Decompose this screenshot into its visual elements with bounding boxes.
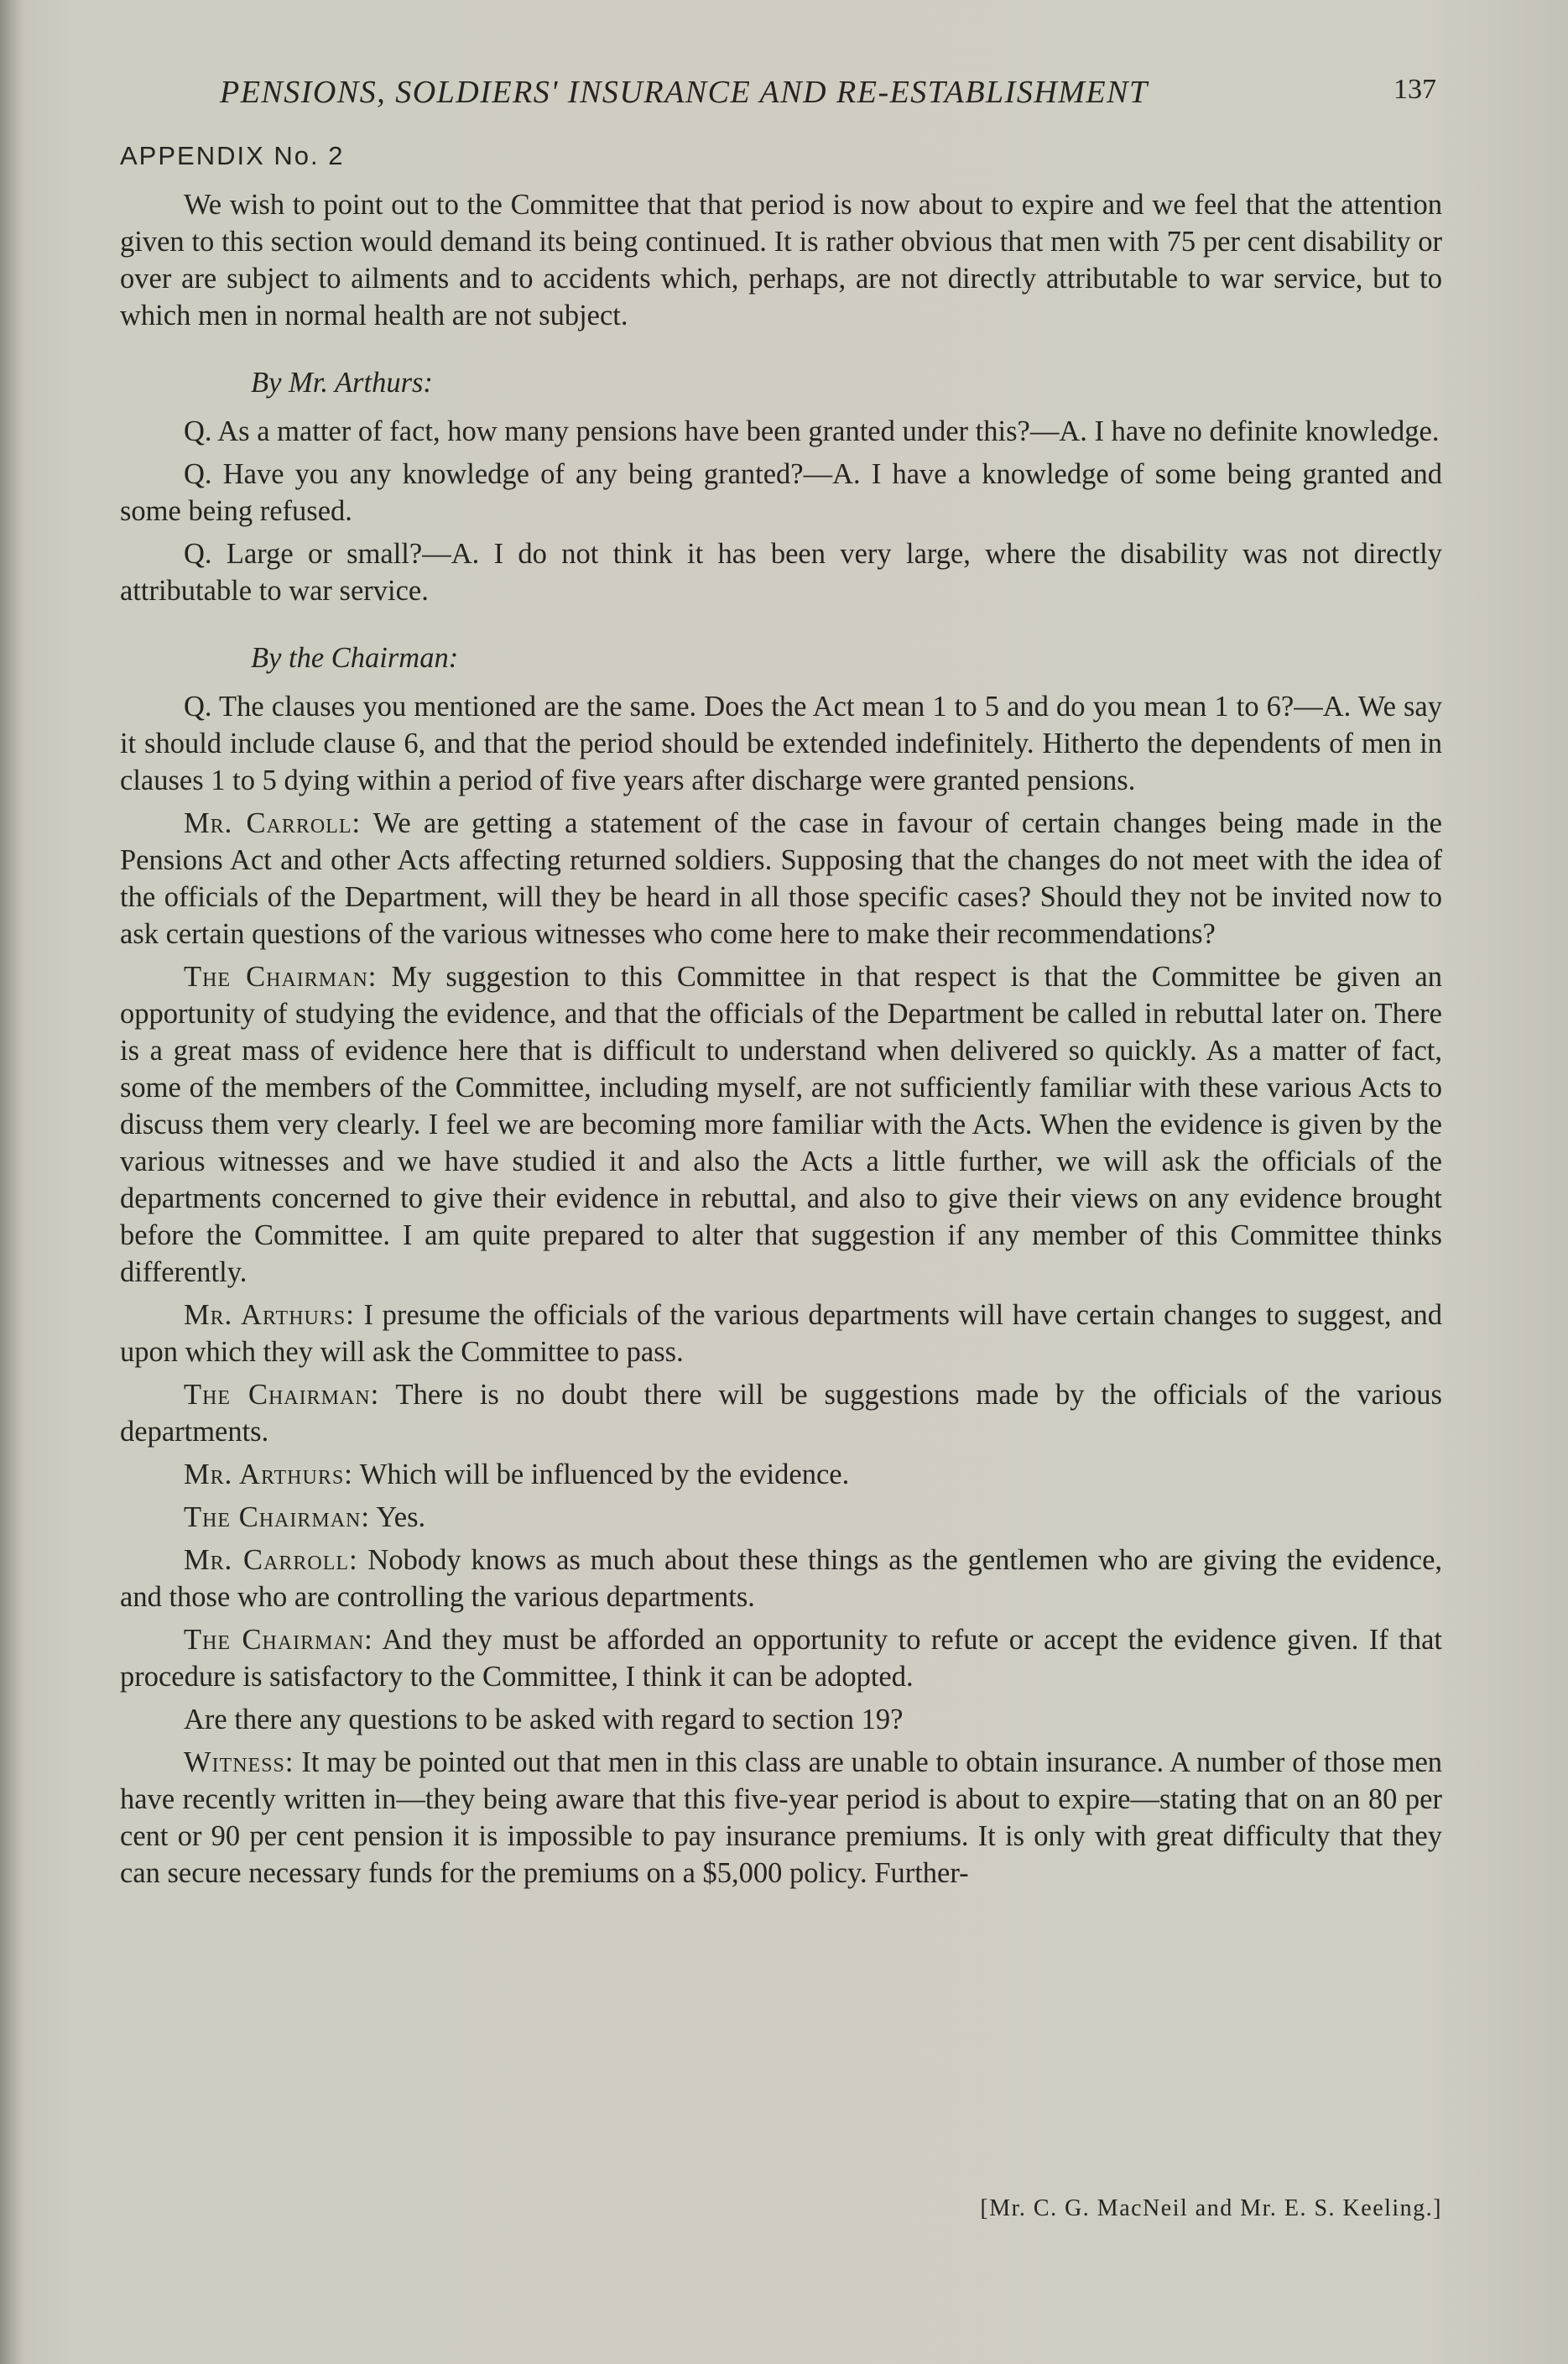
page-body: [120, 186, 1442, 1897]
page-number: 137: [1393, 74, 1436, 105]
paragraph-text: I presume the officials of the various departments will have certain changes to suggest, and upon which they will ask the Committee to pass.: [120, 1299, 1443, 1368]
heading-text: By Mr. Arthurs:: [251, 367, 433, 399]
speaker-name: The Chairman:: [184, 1501, 370, 1533]
body-paragraph: [120, 456, 1442, 530]
body-paragraph: [120, 1621, 1442, 1695]
running-title: PENSIONS, SOLDIERS' INSURANCE AND RE-ESTABLISHMENT: [220, 75, 1149, 110]
appendix-label: APPENDIX No. 2: [120, 141, 345, 170]
body-paragraph: [120, 1297, 1442, 1370]
paragraph-text: My suggestion to this Committee in that respect is that the Committee be given an opportunity of studying the evidence, and that the officials of the Department be called in rebuttal later on. There is a great mass of evidence here that is difficult to understand when delivered so quickly. As a matter of fact, some of the members of the Committee, including myself, are not sufficiently familiar with these various Acts to discuss them very clearly. I feel we are becoming more familiar with the Acts. When the evidence is given by the various witnesses and we have studied it and also the Acts a little further, we will ask the officials of the departments concerned to give their evidence in rebuttal, and also to give their views on any evidence brought before the Committee. I am quite prepared to alter that suggestion if any member of this Committee thinks differently.: [120, 961, 1442, 1288]
paragraph-text: Are there any questions to be asked with regard to section 19?: [184, 1704, 904, 1735]
paragraph-text: Yes.: [376, 1501, 426, 1533]
body-paragraph: [120, 186, 1442, 334]
paragraph-text: Q. As a matter of fact, how many pensions have been granted under this?—A. I have no definite knowledge.: [184, 415, 1440, 447]
paragraph-text: We are getting a statement of the case in favour of certain changes being made in the Pensions Act and other Acts affecting returned soldiers. Supposing that the changes do not meet with the idea of the officials of the Department, will they be heard in all those specific cases? Should they not be invited now to ask certain questions of the various witnesses who come here to make their recommendations?: [120, 807, 1442, 950]
body-paragraph: [120, 1376, 1442, 1450]
paragraph-text: Q. Large or small?—A. I do not think it has been very large, where the disability was not directly attributable to war service.: [120, 538, 1442, 607]
body-paragraph: [120, 1542, 1442, 1615]
paragraph-text: Q. The clauses you mentioned are the same. Does the Act mean 1 to 5 and do you mean 1 to 6?—A. We say it should include clause 6, and that the period should be extended indefinitely. Hitherto the dependents of men in clauses 1 to 5 dying within a period of five years after discharge were granted pensions.: [120, 691, 1442, 796]
body-paragraph: [120, 413, 1442, 450]
paragraph-text: Which will be influenced by the evidence.: [359, 1459, 850, 1490]
body-paragraph: [120, 1499, 1442, 1536]
speaker-name: The Chairman:: [184, 1379, 380, 1411]
running-header: [220, 74, 1436, 121]
body-paragraph: [120, 805, 1442, 952]
body-paragraph: [120, 688, 1442, 799]
paragraph-text: There is no doubt there will be suggestions made by the officials of the various departments.: [120, 1379, 1442, 1448]
examination-heading: [120, 364, 1442, 401]
examination-heading: [120, 639, 1442, 676]
body-paragraph: [120, 958, 1442, 1291]
speaker-name: Witness:: [184, 1746, 294, 1778]
speaker-name: Mr. Arthurs:: [184, 1299, 355, 1331]
page-binding-edge: [0, 0, 22, 2364]
paragraph-text: It may be pointed out that men in this class are unable to obtain insurance. A number of those men have recently written in—they being aware that this five-year period is about to expire—stating that on an 80 per cent or 90 per cent pension it is impossible to pay insurance premiums. It is only with great difficulty that they can secure necessary funds for the premiums on a $5,000 policy. Further-: [120, 1746, 1443, 1889]
speaker-name: Mr. Carroll:: [184, 1544, 358, 1576]
body-paragraph: [120, 1701, 1442, 1738]
paragraph-text: We wish to point out to the Committee that that period is now about to expire and we feel that the attention given to this section would demand its being continued. It is rather obvious that men with 75 per cent disability or over are subject to ailments and to accidents which, perhaps, are not directly attributable to war service, but to which men in normal health are not subject.: [120, 189, 1442, 331]
page-footer-speakers: [Mr. C. G. MacNeil and Mr. E. S. Keeling.]: [980, 2195, 1442, 2221]
body-paragraph: [120, 1744, 1442, 1892]
paragraph-text: And they must be afforded an opportunity to refute or accept the evidence given. If that procedure is satisfactory to the Committee, I think it can be adopted.: [120, 1624, 1442, 1693]
paragraph-text: Q. Have you any knowledge of any being granted?—A. I have a knowledge of some being granted and some being refused.: [120, 458, 1442, 527]
paragraph-text: Nobody knows as much about these things as the gentlemen who are giving the evidence, and those who are controlling the various departments.: [120, 1544, 1443, 1613]
body-paragraph: [120, 535, 1442, 609]
heading-text: By the Chairman:: [251, 642, 459, 674]
speaker-name: Mr. Carroll:: [184, 807, 362, 839]
body-paragraph: [120, 1456, 1442, 1493]
speaker-name: The Chairman:: [184, 1624, 373, 1656]
speaker-name: The Chairman:: [184, 961, 378, 993]
speaker-name: Mr. Arthurs:: [184, 1459, 353, 1490]
